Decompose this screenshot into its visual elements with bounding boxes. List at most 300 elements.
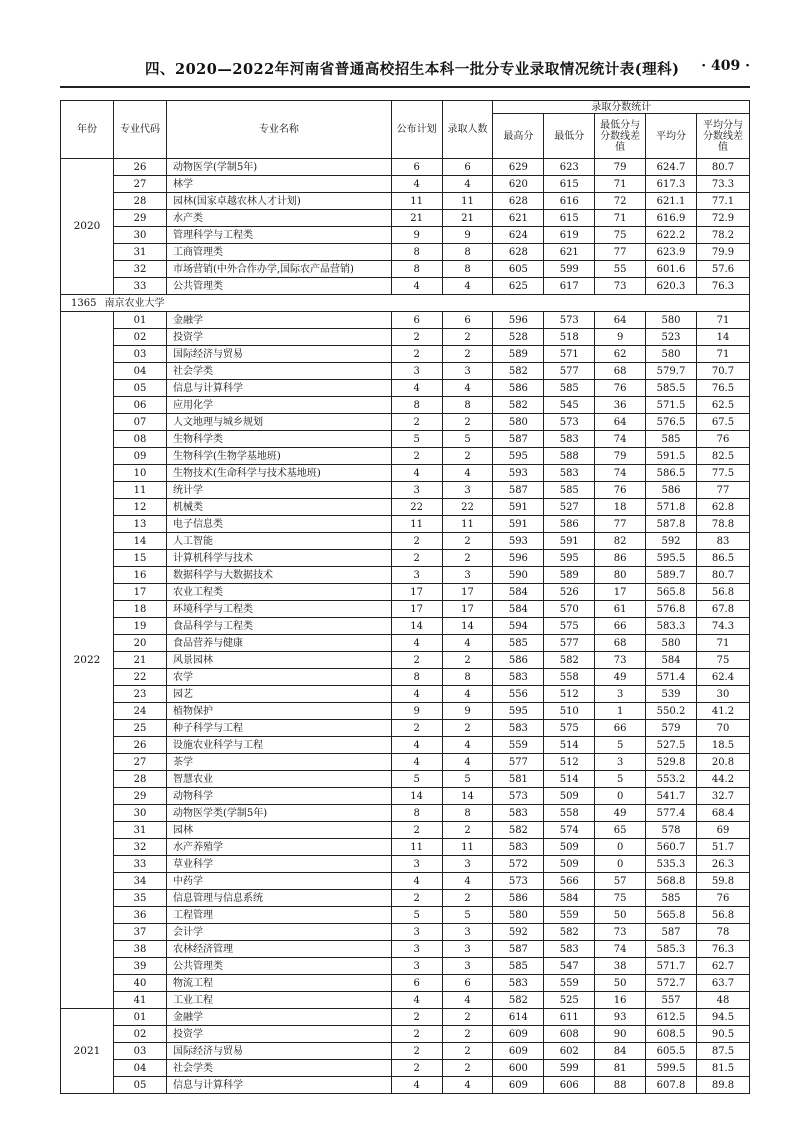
min-diff-cell: 75 [595,890,646,907]
max-cell: 582 [493,397,544,414]
min-diff-cell: 75 [595,227,646,244]
table-row [61,482,750,499]
plan-cell: 2 [391,550,442,567]
min-diff-cell: 79 [595,159,646,176]
avg-cell: 624.7 [646,159,697,176]
year-cell: 2020 [61,159,114,295]
avg-diff-cell: 72.9 [696,210,749,227]
max-cell: 572 [493,856,544,873]
admitted-cell: 4 [442,873,493,890]
avg-diff-cell: 62.5 [696,397,749,414]
plan-cell: 6 [391,975,442,992]
plan-cell: 2 [391,329,442,346]
plan-cell: 14 [391,788,442,805]
max-cell: 528 [493,329,544,346]
admitted-cell: 4 [442,380,493,397]
avg-cell: 585.5 [646,380,697,397]
code-cell: 02 [113,1026,166,1043]
min-diff-cell: 74 [595,431,646,448]
code-cell: 14 [113,533,166,550]
avg-cell: 557 [646,992,697,1009]
min-cell: 566 [544,873,595,890]
avg-cell: 585.3 [646,941,697,958]
max-cell: 583 [493,839,544,856]
max-cell: 600 [493,1060,544,1077]
table-row [61,176,750,193]
min-diff-cell: 18 [595,499,646,516]
table-row [61,856,750,873]
table-row [61,278,750,295]
admitted-cell: 2 [442,448,493,465]
min-diff-cell: 76 [595,380,646,397]
admitted-cell: 2 [442,1043,493,1060]
min-diff-cell: 73 [595,924,646,941]
plan-cell: 11 [391,516,442,533]
avg-cell: 585 [646,890,697,907]
avg-cell: 527.5 [646,737,697,754]
name-cell: 动物医学类(学制5年) [166,805,391,822]
avg-diff-cell: 79.9 [696,244,749,261]
name-cell: 金融学 [166,1009,391,1026]
min-diff-cell: 5 [595,771,646,788]
name-cell: 信息与计算科学 [166,1077,391,1094]
avg-cell: 553.2 [646,771,697,788]
max-cell: 591 [493,516,544,533]
admitted-cell: 8 [442,261,493,278]
max-cell: 593 [493,465,544,482]
table-row [61,414,750,431]
min-cell: 509 [544,788,595,805]
table-row [61,533,750,550]
max-cell: 573 [493,873,544,890]
avg-cell: 560.7 [646,839,697,856]
admitted-cell: 2 [442,550,493,567]
max-cell: 629 [493,159,544,176]
avg-diff-cell: 48 [696,992,749,1009]
code-cell: 29 [113,788,166,805]
max-cell: 628 [493,193,544,210]
name-cell: 工商管理类 [166,244,391,261]
avg-diff-cell: 76 [696,431,749,448]
table-row [61,737,750,754]
min-cell: 558 [544,805,595,822]
max-cell: 580 [493,907,544,924]
page-number: · 409 · [701,58,750,74]
table-row [61,941,750,958]
min-cell: 599 [544,1060,595,1077]
min-cell: 616 [544,193,595,210]
max-cell: 587 [493,482,544,499]
plan-cell: 2 [391,346,442,363]
avg-cell: 595.5 [646,550,697,567]
min-diff-cell: 76 [595,482,646,499]
avg-diff-cell: 87.5 [696,1043,749,1060]
table-row [61,465,750,482]
avg-diff-cell: 62.7 [696,958,749,975]
max-cell: 587 [493,941,544,958]
avg-cell: 623.9 [646,244,697,261]
avg-cell: 583.3 [646,618,697,635]
max-cell: 589 [493,346,544,363]
header-min: 最低分 [544,114,595,159]
min-cell: 586 [544,516,595,533]
admitted-cell: 2 [442,414,493,431]
avg-cell: 608.5 [646,1026,697,1043]
code-cell: 25 [113,720,166,737]
table-row [61,669,750,686]
avg-diff-cell: 62.4 [696,669,749,686]
plan-cell: 9 [391,227,442,244]
admitted-cell: 14 [442,788,493,805]
max-cell: 595 [493,703,544,720]
name-cell: 水产养殖学 [166,839,391,856]
name-cell: 工业工程 [166,992,391,1009]
code-cell: 07 [113,414,166,431]
page-header [60,58,750,78]
max-cell: 580 [493,414,544,431]
plan-cell: 2 [391,1009,442,1026]
table-row [61,618,750,635]
table-row [61,958,750,975]
code-cell: 01 [113,1009,166,1026]
admitted-cell: 3 [442,958,493,975]
name-cell: 风景园林 [166,652,391,669]
plan-cell: 3 [391,482,442,499]
school-row [61,295,750,312]
plan-cell: 2 [391,533,442,550]
avg-cell: 622.2 [646,227,697,244]
min-diff-cell: 50 [595,907,646,924]
avg-diff-cell: 59.8 [696,873,749,890]
plan-cell: 4 [391,465,442,482]
min-diff-cell: 82 [595,533,646,550]
header-name: 专业名称 [166,101,391,159]
admitted-cell: 11 [442,516,493,533]
avg-cell: 580 [646,635,697,652]
min-cell: 621 [544,244,595,261]
header-max: 最高分 [493,114,544,159]
avg-cell: 579 [646,720,697,737]
admitted-cell: 2 [442,346,493,363]
table-row [61,703,750,720]
min-cell: 583 [544,465,595,482]
code-cell: 32 [113,261,166,278]
admitted-cell: 11 [442,839,493,856]
min-cell: 619 [544,227,595,244]
name-cell: 环境科学与工程类 [166,601,391,618]
min-diff-cell: 73 [595,652,646,669]
max-cell: 586 [493,652,544,669]
avg-diff-cell: 80.7 [696,159,749,176]
avg-cell: 585 [646,431,697,448]
name-cell: 公共管理类 [166,278,391,295]
plan-cell: 11 [391,839,442,856]
admitted-cell: 4 [442,992,493,1009]
min-cell: 573 [544,312,595,329]
code-cell: 26 [113,737,166,754]
max-cell: 594 [493,618,544,635]
admitted-cell: 2 [442,890,493,907]
admitted-cell: 6 [442,312,493,329]
avg-cell: 565.8 [646,584,697,601]
plan-cell: 8 [391,261,442,278]
avg-cell: 587.8 [646,516,697,533]
code-cell: 28 [113,193,166,210]
min-cell: 558 [544,669,595,686]
min-cell: 545 [544,397,595,414]
name-cell: 种子科学与工程 [166,720,391,737]
avg-cell: 587 [646,924,697,941]
table-row [61,431,750,448]
avg-diff-cell: 86.5 [696,550,749,567]
page-title: 四、2020—2022年河南省普通高校招生本科一批分专业录取情况统计表(理科) [145,61,680,78]
name-cell: 社会学类 [166,1060,391,1077]
name-cell: 投资学 [166,1026,391,1043]
admitted-cell: 5 [442,907,493,924]
avg-cell: 571.5 [646,397,697,414]
admitted-cell: 2 [442,720,493,737]
min-diff-cell: 36 [595,397,646,414]
min-cell: 509 [544,839,595,856]
avg-diff-cell: 67.5 [696,414,749,431]
max-cell: 605 [493,261,544,278]
plan-cell: 4 [391,1077,442,1094]
avg-diff-cell: 77 [696,482,749,499]
plan-cell: 4 [391,176,442,193]
admitted-cell: 4 [442,737,493,754]
max-cell: 583 [493,975,544,992]
table-row [61,499,750,516]
code-cell: 35 [113,890,166,907]
avg-diff-cell: 71 [696,346,749,363]
avg-cell: 571.7 [646,958,697,975]
min-cell: 615 [544,176,595,193]
admitted-cell: 2 [442,1009,493,1026]
name-cell: 国际经济与贸易 [166,1043,391,1060]
min-diff-cell: 71 [595,210,646,227]
min-cell: 602 [544,1043,595,1060]
code-cell: 28 [113,771,166,788]
min-cell: 559 [544,907,595,924]
plan-cell: 6 [391,312,442,329]
table-row [61,839,750,856]
header-year: 年份 [61,101,114,159]
code-cell: 26 [113,159,166,176]
name-cell: 电子信息类 [166,516,391,533]
admitted-cell: 11 [442,193,493,210]
plan-cell: 8 [391,244,442,261]
avg-cell: 541.7 [646,788,697,805]
avg-cell: 576.5 [646,414,697,431]
code-cell: 40 [113,975,166,992]
name-cell: 工程管理 [166,907,391,924]
admitted-cell: 3 [442,856,493,873]
plan-cell: 17 [391,584,442,601]
min-diff-cell: 66 [595,618,646,635]
avg-diff-cell: 75 [696,652,749,669]
avg-diff-cell: 63.7 [696,975,749,992]
avg-diff-cell: 69 [696,822,749,839]
max-cell: 573 [493,788,544,805]
name-cell: 人文地理与城乡规划 [166,414,391,431]
min-diff-cell: 84 [595,1043,646,1060]
min-diff-cell: 77 [595,516,646,533]
avg-cell: 565.8 [646,907,697,924]
avg-diff-cell: 26.3 [696,856,749,873]
avg-cell: 568.8 [646,873,697,890]
avg-diff-cell: 74.3 [696,618,749,635]
code-cell: 02 [113,329,166,346]
admitted-cell: 2 [442,822,493,839]
avg-cell: 584 [646,652,697,669]
name-cell: 社会学类 [166,363,391,380]
table-row [61,890,750,907]
avg-diff-cell: 68.4 [696,805,749,822]
admitted-cell: 4 [442,635,493,652]
year-cell: 2022 [61,312,114,1009]
max-cell: 596 [493,312,544,329]
admitted-cell: 4 [442,686,493,703]
table-row [61,312,750,329]
admitted-cell: 2 [442,329,493,346]
name-cell: 管理科学与工程类 [166,227,391,244]
code-cell: 12 [113,499,166,516]
name-cell: 动物医学(学制5年) [166,159,391,176]
plan-cell: 2 [391,1043,442,1060]
min-cell: 583 [544,431,595,448]
plan-cell: 17 [391,601,442,618]
admitted-cell: 8 [442,397,493,414]
max-cell: 582 [493,363,544,380]
name-cell: 机械类 [166,499,391,516]
plan-cell: 4 [391,686,442,703]
name-cell: 信息与计算科学 [166,380,391,397]
avg-cell: 577.4 [646,805,697,822]
max-cell: 614 [493,1009,544,1026]
min-diff-cell: 62 [595,346,646,363]
table-row [61,754,750,771]
admitted-cell: 8 [442,669,493,686]
avg-diff-cell: 81.5 [696,1060,749,1077]
header-code: 专业代码 [113,101,166,159]
admitted-cell: 4 [442,754,493,771]
avg-diff-cell: 94.5 [696,1009,749,1026]
min-cell: 514 [544,737,595,754]
name-cell: 生物技术(生命科学与技术基地班) [166,465,391,482]
max-cell: 586 [493,890,544,907]
avg-diff-cell: 76.3 [696,941,749,958]
plan-cell: 6 [391,159,442,176]
name-cell: 统计学 [166,482,391,499]
plan-cell: 9 [391,703,442,720]
name-cell: 会计学 [166,924,391,941]
min-diff-cell: 0 [595,856,646,873]
admitted-cell: 4 [442,465,493,482]
min-cell: 525 [544,992,595,1009]
code-cell: 04 [113,1060,166,1077]
avg-diff-cell: 41.2 [696,703,749,720]
code-cell: 04 [113,363,166,380]
admitted-cell: 14 [442,618,493,635]
plan-cell: 21 [391,210,442,227]
plan-cell: 22 [391,499,442,516]
admitted-cell: 17 [442,584,493,601]
table-row [61,975,750,992]
table-row [61,346,750,363]
admitted-cell: 9 [442,703,493,720]
name-cell: 人工智能 [166,533,391,550]
min-diff-cell: 57 [595,873,646,890]
min-cell: 510 [544,703,595,720]
avg-diff-cell: 14 [696,329,749,346]
name-cell: 信息管理与信息系统 [166,890,391,907]
min-cell: 509 [544,856,595,873]
table-row [61,210,750,227]
plan-cell: 4 [391,380,442,397]
table-row [61,227,750,244]
min-cell: 574 [544,822,595,839]
min-cell: 575 [544,720,595,737]
name-cell: 林学 [166,176,391,193]
plan-cell: 3 [391,567,442,584]
min-diff-cell: 74 [595,465,646,482]
max-cell: 583 [493,669,544,686]
min-diff-cell: 81 [595,1060,646,1077]
avg-cell: 620.3 [646,278,697,295]
name-cell: 园林(国家卓越农林人才计划) [166,193,391,210]
code-cell: 39 [113,958,166,975]
name-cell: 生物科学类 [166,431,391,448]
min-diff-cell: 3 [595,754,646,771]
table-row [61,159,750,176]
min-diff-cell: 79 [595,448,646,465]
table-row [61,397,750,414]
name-cell: 茶学 [166,754,391,771]
name-cell: 投资学 [166,329,391,346]
max-cell: 584 [493,601,544,618]
plan-cell: 14 [391,618,442,635]
name-cell: 农学 [166,669,391,686]
min-cell: 599 [544,261,595,278]
avg-diff-cell: 80.7 [696,567,749,584]
avg-diff-cell: 70.7 [696,363,749,380]
plan-cell: 5 [391,431,442,448]
avg-diff-cell: 83 [696,533,749,550]
max-cell: 584 [493,584,544,601]
avg-diff-cell: 56.8 [696,584,749,601]
avg-cell: 576.8 [646,601,697,618]
code-cell: 10 [113,465,166,482]
name-cell: 公共管理类 [166,958,391,975]
plan-cell: 3 [391,941,442,958]
admitted-cell: 21 [442,210,493,227]
min-cell: 585 [544,380,595,397]
avg-diff-cell: 78.8 [696,516,749,533]
min-diff-cell: 65 [595,822,646,839]
plan-cell: 4 [391,278,442,295]
min-diff-cell: 90 [595,1026,646,1043]
table-row [61,329,750,346]
avg-cell: 578 [646,822,697,839]
avg-cell: 539 [646,686,697,703]
avg-diff-cell: 76.3 [696,278,749,295]
min-cell: 512 [544,686,595,703]
plan-cell: 8 [391,805,442,822]
header-score-group: 录取分数统计 [493,101,750,114]
admitted-cell: 9 [442,227,493,244]
code-cell: 37 [113,924,166,941]
min-cell: 512 [544,754,595,771]
